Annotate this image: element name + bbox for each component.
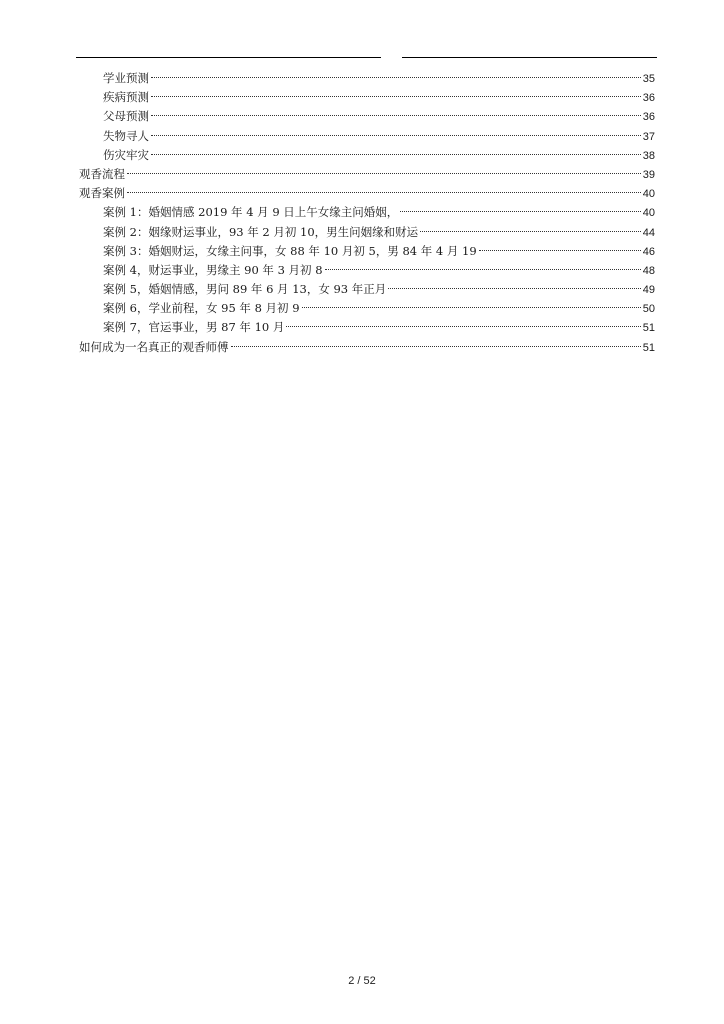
toc-entry[interactable] xyxy=(79,69,655,88)
toc-leader-dots xyxy=(325,269,641,270)
toc-entry[interactable] xyxy=(79,318,655,337)
toc-entry-title: 观香流程 xyxy=(79,166,125,181)
toc-entry-title: 案例 7，官运事业，男 87 年 10 月 xyxy=(103,320,285,335)
toc-leader-dots xyxy=(151,115,641,116)
toc-entry-page: 49 xyxy=(642,284,655,297)
toc-entry-title: 案例 4，财运事业，男缘主 90 年 3 月初 8 xyxy=(103,262,323,277)
toc-entry-page: 51 xyxy=(642,322,655,335)
toc-entry-title: 案例 6，学业前程，女 95 年 8 月初 9 xyxy=(103,301,300,316)
table-of-contents xyxy=(79,69,655,357)
toc-entry[interactable] xyxy=(79,127,655,146)
toc-entry-title: 如何成为一名真正的观香师傅 xyxy=(79,339,229,354)
toc-entry[interactable] xyxy=(79,203,655,222)
toc-entry[interactable] xyxy=(79,242,655,261)
toc-entry-title: 案例 1：婚姻情感 2019 年 4 月 9 日上午女缘主问婚姻， xyxy=(103,205,399,220)
toc-entry-page: 39 xyxy=(642,168,655,181)
toc-entry-title: 案例 5，婚姻情感，男问 89 年 6 月 13，女 93 年正月 xyxy=(103,282,387,297)
toc-leader-dots xyxy=(151,96,641,97)
toc-leader-dots xyxy=(231,346,641,347)
toc-entry[interactable] xyxy=(79,223,655,242)
toc-entry-title: 观香案例 xyxy=(79,186,125,201)
toc-entry-page: 46 xyxy=(642,245,655,258)
toc-leader-dots xyxy=(151,135,641,136)
toc-entry-title: 失物寻人 xyxy=(103,128,149,143)
toc-leader-dots xyxy=(151,77,641,78)
toc-entry[interactable] xyxy=(79,280,655,299)
toc-leader-dots xyxy=(127,192,641,193)
toc-leader-dots xyxy=(400,211,640,212)
toc-entry-title: 伤灾牢灾 xyxy=(103,147,149,162)
header-rule-right xyxy=(402,57,657,58)
toc-entry[interactable] xyxy=(79,261,655,280)
toc-entry[interactable] xyxy=(79,338,655,357)
toc-leader-dots xyxy=(420,231,641,232)
toc-leader-dots xyxy=(388,288,640,289)
toc-entry-page: 50 xyxy=(642,303,655,316)
toc-entry-page: 36 xyxy=(642,92,655,105)
toc-entry-page: 37 xyxy=(642,130,655,143)
header-rule-left xyxy=(76,57,381,58)
toc-entry[interactable] xyxy=(79,184,655,203)
toc-entry-title: 疾病预测 xyxy=(103,90,149,105)
toc-entry[interactable] xyxy=(79,165,655,184)
toc-entry-title: 案例 2：姻缘财运事业，93 年 2 月初 10，男生问姻缘和财运 xyxy=(103,224,419,239)
toc-leader-dots xyxy=(479,250,641,251)
toc-entry-page: 36 xyxy=(642,111,655,124)
toc-entry[interactable] xyxy=(79,88,655,107)
toc-entry-page: 35 xyxy=(642,73,655,85)
toc-entry-page: 51 xyxy=(642,341,655,354)
toc-entry-title: 案例 3：婚姻财运，女缘主问事，女 88 年 10 月初 5，男 84 年 4 月 19 xyxy=(103,243,477,258)
toc-leader-dots xyxy=(302,307,641,308)
toc-entry[interactable] xyxy=(79,299,655,318)
toc-entry-page: 38 xyxy=(642,149,655,162)
toc-entry[interactable] xyxy=(79,146,655,165)
toc-leader-dots xyxy=(286,326,640,327)
toc-leader-dots xyxy=(151,154,641,155)
toc-entry[interactable] xyxy=(79,107,655,126)
toc-entry-page: 44 xyxy=(642,226,655,239)
toc-entry-page: 40 xyxy=(642,207,655,220)
toc-entry-title: 父母预测 xyxy=(103,109,149,124)
toc-entry-title: 学业预测 xyxy=(103,71,149,85)
toc-entry-page: 48 xyxy=(642,264,655,277)
toc-entry-page: 40 xyxy=(642,188,655,201)
toc-leader-dots xyxy=(127,173,641,174)
page-number-indicator: 2 / 52 xyxy=(348,975,376,987)
